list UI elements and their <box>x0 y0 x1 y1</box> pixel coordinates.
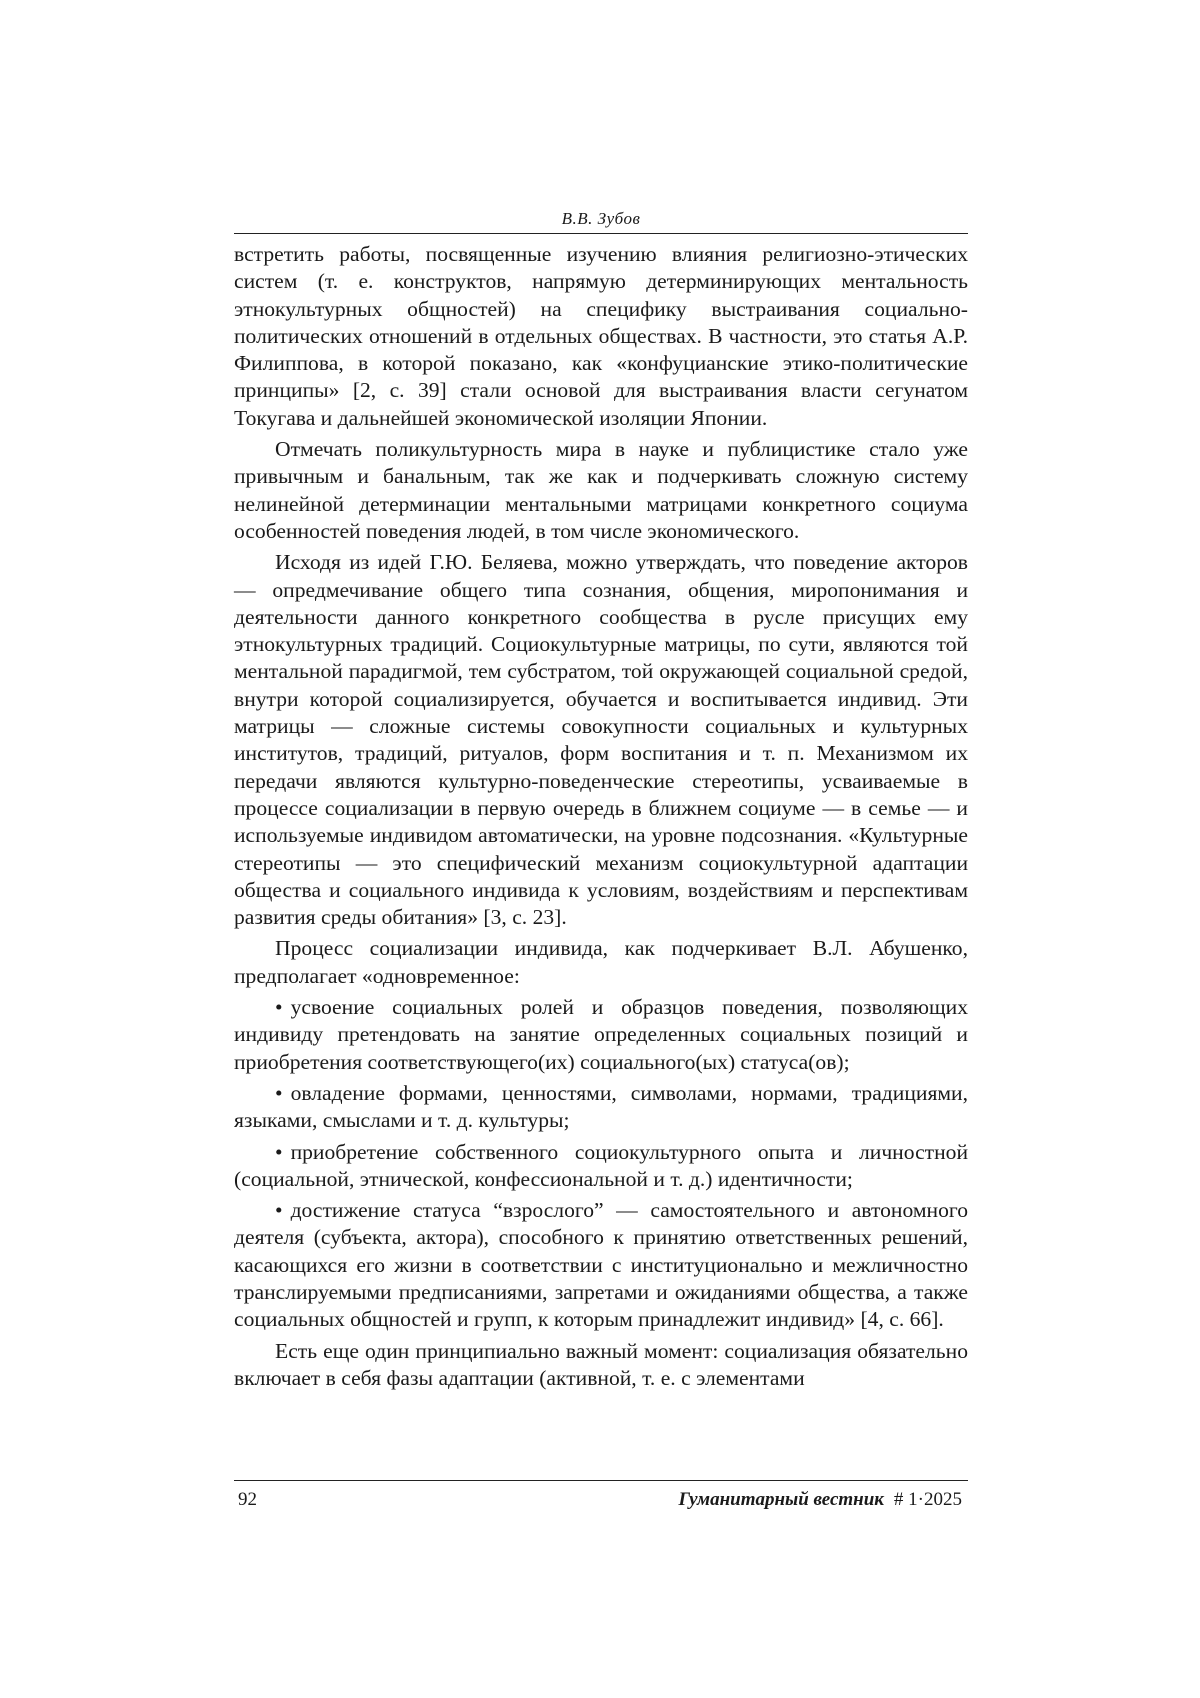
bullet-item <box>234 1080 968 1135</box>
bullet-item <box>234 1139 968 1194</box>
running-header <box>234 207 968 234</box>
bullet-icon: • <box>275 995 283 1020</box>
bullet-icon: • <box>275 1198 283 1223</box>
header-author: В.В. Зубов <box>561 209 641 228</box>
paragraph: Отмечать поликультурность мира в науке и публицистике стало уже привычным и банальным, так же как и подчеркивать сложную систему нелинейной детерминации ментальными матрицами конкретного социума особенностей поведения людей, в том числе экономического. <box>234 437 968 543</box>
running-footer <box>234 1480 968 1515</box>
journal-info <box>678 1489 962 1511</box>
bullet-item <box>234 994 968 1076</box>
bullet-text: усвоение социальных ролей и образцов поведения, позволяющих индивиду претендовать на занятие определенных социальных позиций и приобретения соответствующего(их) социального(ых) статуса(ов); <box>234 995 968 1074</box>
bullet-icon: • <box>275 1139 283 1164</box>
article-body <box>234 241 968 1392</box>
bullet-item <box>234 1197 968 1333</box>
journal-title: Гуманитарный вестник <box>678 1489 884 1510</box>
journal-issue: # 1·2025 <box>893 1489 962 1510</box>
bullet-text: достижение статуса “взрослого” — самостоятельного и автономного деятеля (субъекта, актора), способного к принятию ответственных решений, касающихся его жизни в соответствии с институционально и межличностно транслируемыми предписаниями, запретами и ожиданиями общества, а также социальных общностей и групп, к которым принадлежит индивид» [4, с. 66]. <box>234 1198 968 1332</box>
paragraph: Исходя из идей Г.Ю. Беляева, можно утверждать, что поведение акторов — опредмечивание общего типа сознания, общения, миропонимания и деятельности данного конкретного сообщества в русле присущих ему этнокультурных традиций. Социокультурные матрицы, по сути, являются той ментальной парадигмой, тем субстратом, той окружающей социальной средой, внутри которой социализируется, обучается и воспитывается индивид. Эти матрицы — сложные системы совокупности социальных и культурных институтов, традиций, ритуалов, форм воспитания и т. п. Механизмом их передачи являются культурно-поведенческие стереотипы, усваиваемые в процессе социализации в первую очередь в ближнем социуме — в семье — и используемые индивидом автоматически, на уровне подсознания. «Культурные стереотипы — это специфический механизм социокультурной адаптации общества и социального индивида к условиям, воздействиям и перспективам развития среды обитания» [3, с. 23]. <box>234 550 968 930</box>
paragraph-continuation: встретить работы, посвященные изучению влияния религиозно-этических систем (т. е. конструктов, напрямую детерминирующих ментальность этнокультурных общностей) на специфику выстраивания социально-политических отношений в отдельных обществах. В частности, это статья А.Р. Филиппова, в которой показано, как «конфуцианские этико-политические принципы» [2, с. 39] стали основой для выстраивания власти сегунатом Токугава и дальнейшей экономической изоляции Японии. <box>234 242 968 430</box>
paragraph: Процесс социализации индивида, как подчеркивает В.Л. Абушенко, предполагает «одновременное: <box>234 936 968 988</box>
page-number: 92 <box>238 1489 257 1510</box>
bullet-text: овладение формами, ценностями, символами, нормами, традициями, языками, смыслами и т. д. культуры; <box>234 1080 968 1133</box>
bullet-icon: • <box>275 1080 283 1105</box>
paragraph: Есть еще один принципиально важный момент: социализация обязательно включает в себя фазы адаптации (активной, т. е. с элементами <box>234 1338 968 1390</box>
bullet-text: приобретение собственного социокультурного опыта и личностной (социальной, этнической, конфессиональной и т. д.) идентичности; <box>234 1139 968 1191</box>
